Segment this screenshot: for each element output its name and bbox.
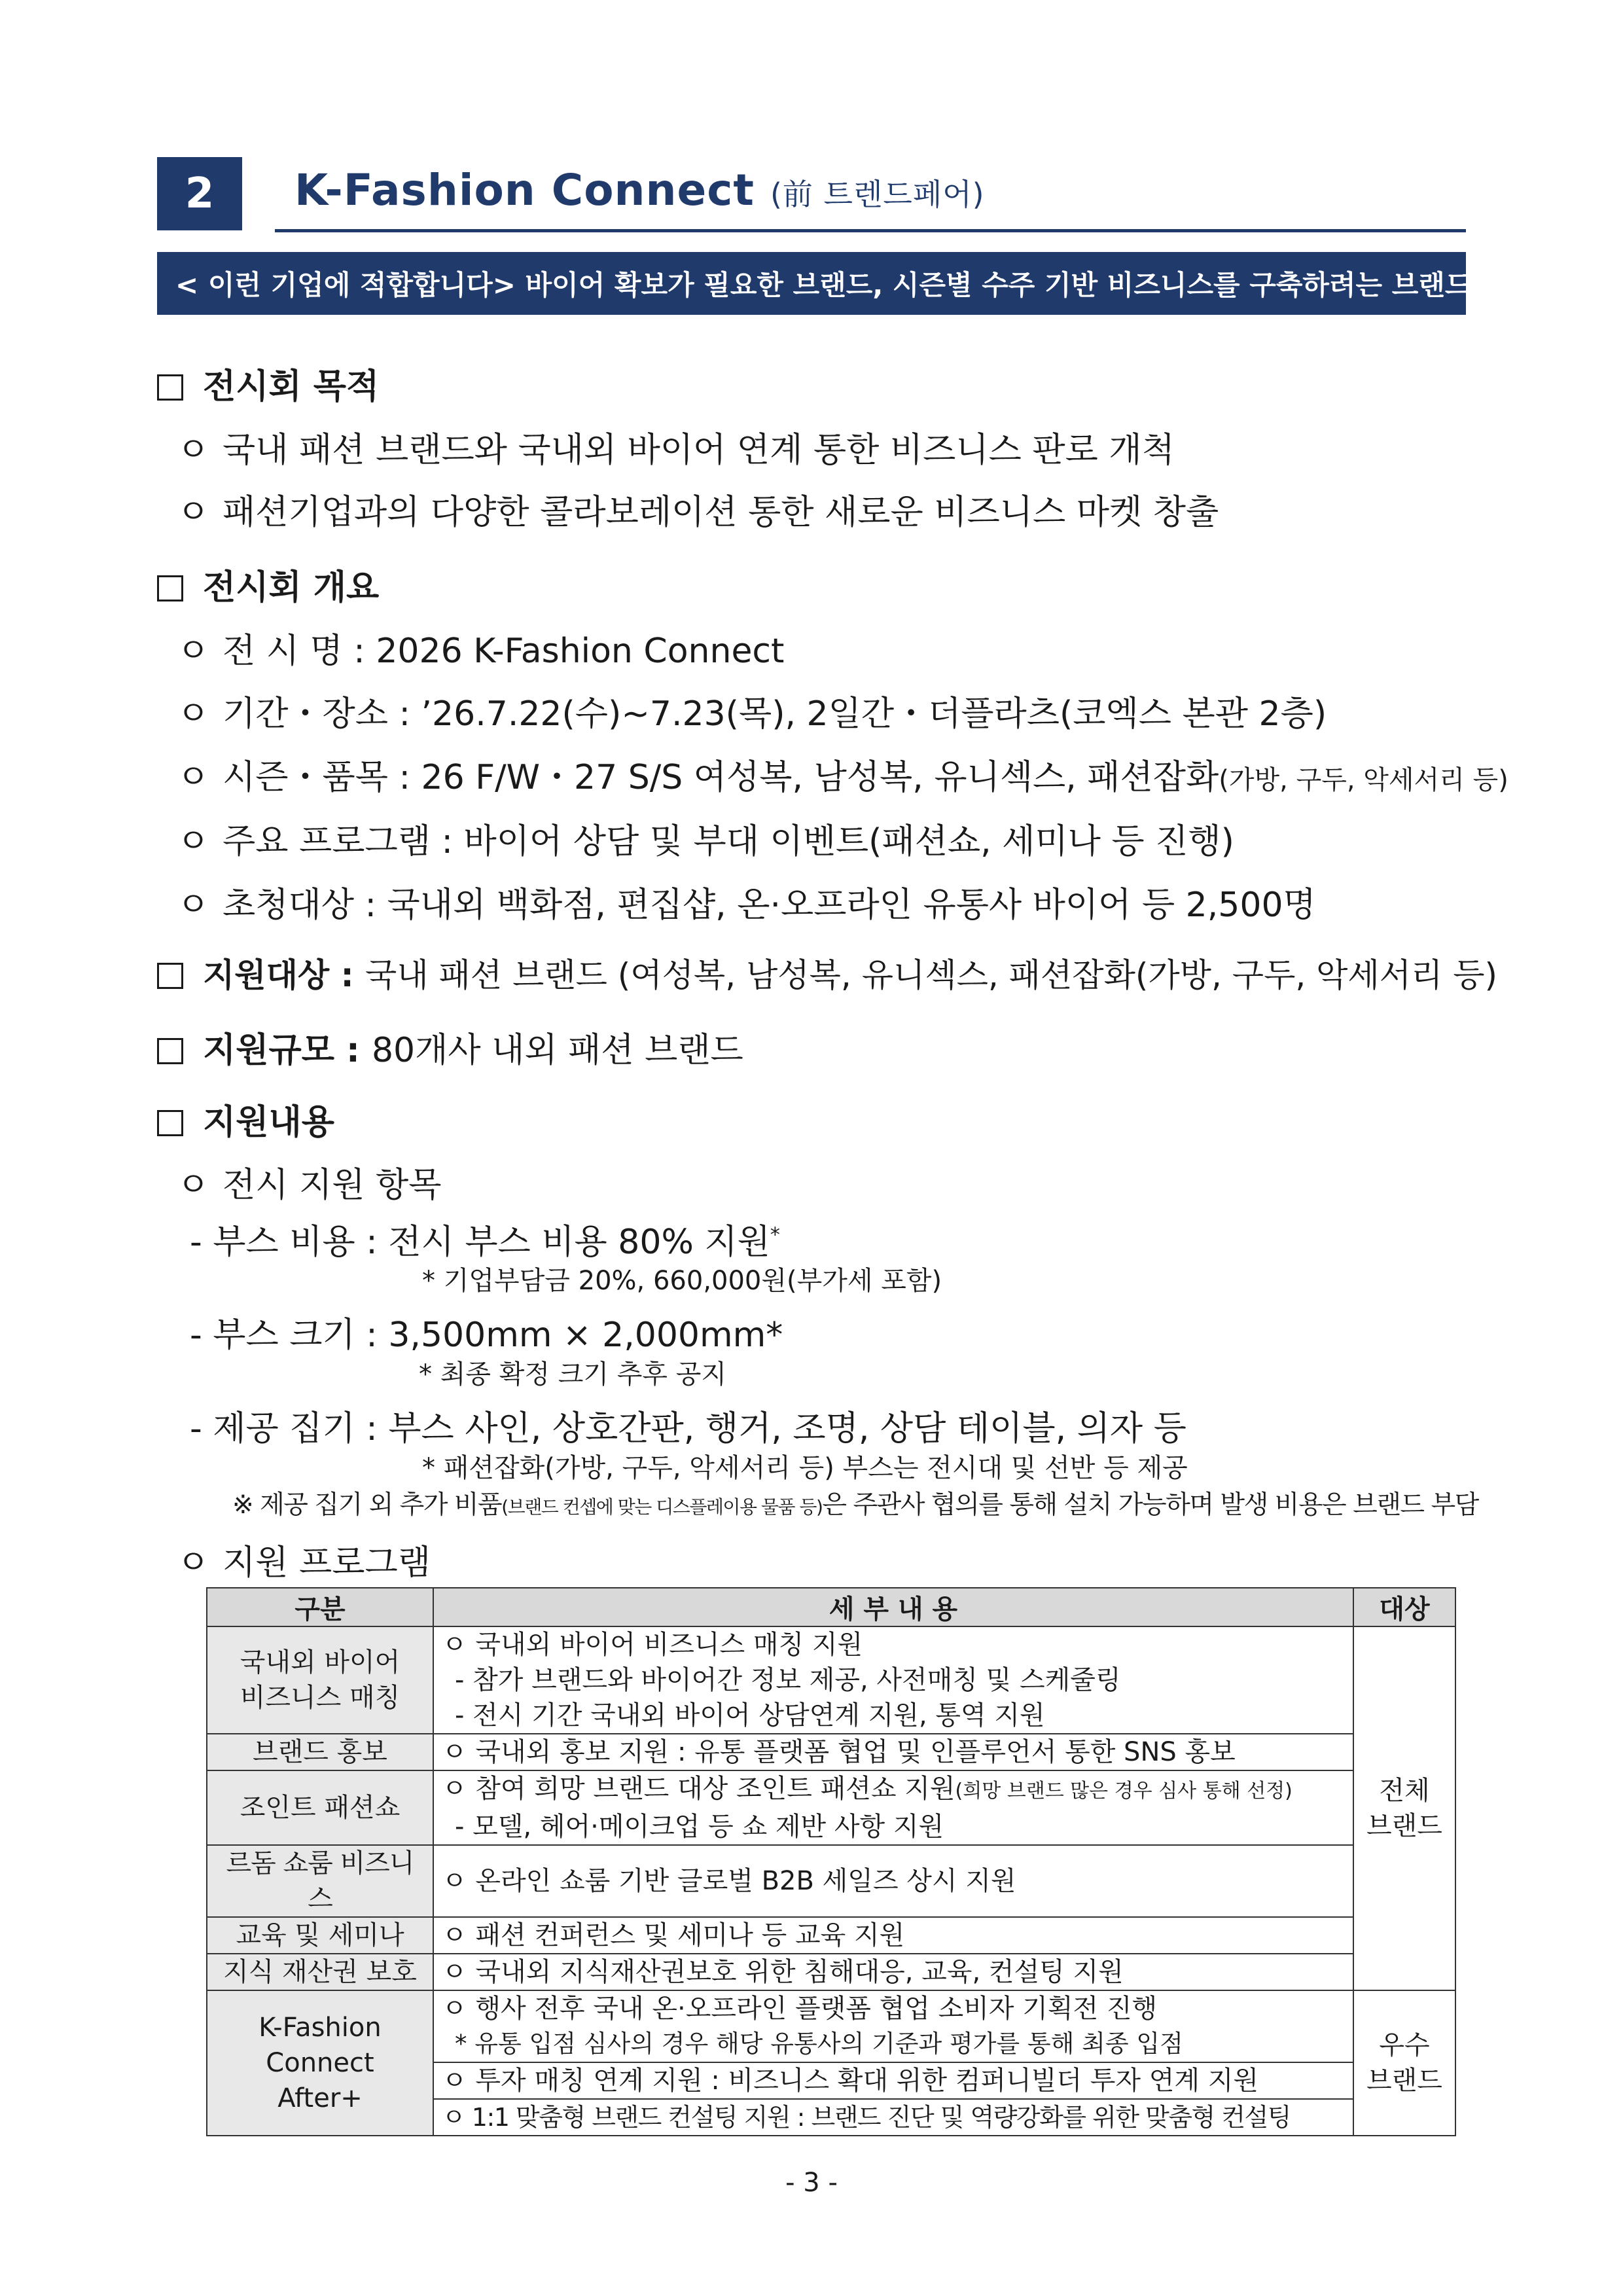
target-line: 브랜드 (1366, 1811, 1442, 1841)
scale-label: 지원규모 : (203, 1031, 360, 1070)
row-details-consulting: ㅇ 1:1 맞춤형 브랜드 컨설팅 지원 : 브랜드 진단 및 역량강화를 위한 맞춤형 컨설팅 (433, 2099, 1353, 2136)
target-label: 지원대상 : (203, 956, 354, 994)
purpose-item-1: ㅇ 국내 패션 브랜드와 국내외 바이어 연계 통한 비즈니스 판로 개척 (177, 431, 1175, 470)
table-row (207, 1845, 1455, 1917)
content-heading-text: 지원내용 (203, 1103, 334, 1142)
checkbox-square-icon (157, 1038, 183, 1064)
row-category-buyer-matching (207, 1626, 433, 1734)
provided-note: * 패션잡화(가방, 구두, 악세서리 등) 부스는 전시대 및 선반 등 제공 (422, 1453, 1188, 1483)
provided-items: - 제공 집기 : 부스 사인, 상호간판, 행거, 조명, 상담 테이블, 의자 등 (190, 1409, 1186, 1448)
row-details-showroom: ㅇ 온라인 쇼룸 기반 글로벌 B2B 세일즈 상시 지원 (433, 1845, 1353, 1917)
overview-season-small: (가방, 구두, 악세서리 등) (1219, 765, 1508, 795)
table-row (207, 1770, 1455, 1845)
page-number: - 3 - (785, 2168, 838, 2198)
checkbox-square-icon (157, 575, 183, 601)
overview-program: ㅇ 주요 프로그램 : 바이어 상담 및 부대 이벤트(패션쇼, 세미나 등 진행) (177, 822, 1234, 861)
row-details-education: ㅇ 패션 컨퍼런스 및 세미나 등 교육 지원 (433, 1917, 1353, 1954)
row-category-ip: 지식 재산권 보호 (207, 1954, 433, 1990)
purpose-heading-text: 전시회 목적 (203, 367, 380, 406)
suitability-banner: < 이런 기업에 적합합니다> 바이어 확보가 필요한 브랜드, 시즌별 수주 기반 비즈니스를 구축하려는 브랜드 (157, 252, 1466, 315)
table-row (207, 1917, 1455, 1954)
purpose-item-2-text: 패션기업과의 다양한 콜라보레이션 통한 새로운 비즈니스 마켓 창출 (223, 493, 1219, 532)
overview-heading-text: 전시회 개요 (203, 568, 380, 607)
booth-cost-note: * 기업부담금 20%, 660,000원(부가세 포함) (422, 1266, 942, 1296)
row-details-ip: ㅇ 국내외 지식재산권보호 위한 침해대응, 교육, 컨설팅 지원 (433, 1954, 1353, 1990)
exhibit-heading-text: 전시 지원 항목 (223, 1166, 442, 1205)
row-details-joint-show (433, 1770, 1353, 1845)
support-program-table (206, 1587, 1456, 2136)
detail-line (442, 1771, 1345, 1809)
row-category-education: 교육 및 세미나 (207, 1917, 433, 1954)
program-heading-text: 지원 프로그램 (223, 1543, 431, 1583)
row-details-consumer-exhibit (433, 1990, 1353, 2062)
overview-invite-text: 초청대상 : 국내외 백화점, 편집샵, 온·오프라인 유통사 바이어 등 2,500명 (223, 886, 1316, 925)
detail-line: ㅇ 행사 전후 국내 온·오프라인 플랫폼 협업 소비자 기획전 진행 (442, 1994, 1158, 2024)
section-title-text: K-Fashion Connect (294, 165, 755, 215)
scale-text: 80개사 내외 패션 브랜드 (371, 1031, 743, 1070)
checkbox-square-icon (157, 963, 183, 989)
content-heading (157, 1094, 334, 1143)
overview-name-text: 전 시 명 : 2026 K-Fashion Connect (223, 632, 785, 671)
table-header-row (207, 1588, 1455, 1626)
table-row (207, 1954, 1455, 1990)
booth-cost (190, 1214, 780, 1263)
cat-line: Connect (266, 2048, 374, 2078)
header-details: 세 부 내 용 (433, 1588, 1353, 1626)
section-rule (275, 229, 1466, 232)
extra-note-a: ※ 제공 집기 외 추가 비품 (232, 1490, 502, 1520)
cat-line: After+ (277, 2083, 363, 2113)
detail-line: * 유통 입점 심사의 경우 해당 유통사의 기준과 평가를 통해 최종 입점 (455, 2030, 1183, 2058)
exhibit-heading: ㅇ 전시 지원 항목 (177, 1166, 442, 1205)
overview-period: ㅇ 기간・장소 : ’26.7.22(수)~7.23(목), 2일간・더플라츠(코엑스 본관 2층) (177, 694, 1327, 734)
row-category-brand-promo: 브랜드 홍보 (207, 1734, 433, 1770)
booth-cost-mark: * (770, 1223, 780, 1247)
target-line: 브랜드 (1366, 2066, 1442, 2096)
target-all-brands (1353, 1626, 1455, 1990)
overview-period-text: 기간・장소 : ’26.7.22(수)~7.23(목), 2일간・더플라츠(코엑스 본관 2층) (223, 694, 1327, 734)
target-line: 우수 (1379, 2030, 1430, 2060)
detail-line: - 모델, 헤어·메이크업 등 쇼 제반 사항 지원 (455, 1812, 944, 1842)
checkbox-square-icon (157, 1110, 183, 1136)
row-details-investment: ㅇ 투자 매칭 연계 지원 : 비즈니스 확대 위한 컴퍼니빌더 투자 연계 지원 (433, 2062, 1353, 2099)
row-category-joint-show: 조인트 패션쇼 (207, 1770, 433, 1845)
scale-line (157, 1022, 743, 1071)
booth-size-note: * 최종 확정 크기 추후 공지 (419, 1359, 726, 1390)
program-heading: ㅇ 지원 프로그램 (177, 1543, 431, 1583)
overview-invite: ㅇ 초청대상 : 국내외 백화점, 편집샵, 온·오프라인 유통사 바이어 등 2,500명 (177, 886, 1316, 925)
cat-line: K-Fashion (259, 2013, 382, 2043)
row-details-buyer-matching (433, 1626, 1353, 1734)
target-text: 국내 패션 브랜드 (여성복, 남성복, 유니섹스, 패션잡화(가방, 구두, 악세서리 등) (365, 956, 1498, 994)
purpose-item-2: ㅇ 패션기업과의 다양한 콜라보레이션 통한 새로운 비즈니스 마켓 창출 (177, 493, 1219, 532)
overview-season: ㅇ 시즌・품목 : 26 F/W・27 S/S 여성복, 남성복, 유니섹스, 패션잡화(가방, 구두, 악세서리 등) (177, 758, 1508, 797)
overview-heading (157, 560, 379, 609)
detail-line: - 전시 기간 국내외 바이어 상담연계 지원, 통역 지원 (455, 1700, 1045, 1731)
header-category: 구분 (207, 1588, 433, 1626)
table-row (207, 1734, 1455, 1770)
target-line (157, 949, 1497, 996)
detail-small: (희망 브랜드 많은 경우 심사 통해 선정) (955, 1780, 1293, 1803)
section-title (294, 165, 985, 215)
cat-line: 국내외 바이어 (240, 1647, 401, 1677)
header-target: 대상 (1353, 1588, 1455, 1626)
checkbox-square-icon (157, 374, 183, 401)
purpose-item-1-text: 국내 패션 브랜드와 국내외 바이어 연계 통한 비즈니스 판로 개척 (223, 431, 1175, 470)
target-line: 전체 (1379, 1776, 1430, 1806)
cat-line: 비즈니스 매칭 (240, 1683, 401, 1713)
overview-program-text: 주요 프로그램 : 바이어 상담 및 부대 이벤트(패션쇼, 세미나 등 진행) (223, 822, 1234, 861)
detail-text: ㅇ 참여 희망 브랜드 대상 조인트 패션쇼 지원 (442, 1774, 955, 1804)
booth-size: - 부스 크기 : 3,500mm × 2,000mm* (190, 1316, 783, 1355)
table-row (207, 1990, 1455, 2062)
extra-items-note (232, 1484, 1478, 1521)
overview-name: ㅇ 전 시 명 : 2026 K-Fashion Connect (177, 632, 785, 671)
row-details-brand-promo: ㅇ 국내외 홍보 지원 : 유통 플랫폼 협업 및 인플루언서 통한 SNS 홍보 (433, 1734, 1353, 1770)
extra-note-b: (브랜드 컨셉에 맞는 디스플레이용 물품 등) (501, 1496, 823, 1518)
row-category-after-plus (207, 1990, 433, 2136)
section-number: 2 (157, 157, 242, 230)
detail-line: - 참가 브랜드와 바이어간 정보 제공, 사전매칭 및 스케줄링 (455, 1665, 1121, 1695)
booth-cost-text: - 부스 비용 : 전시 부스 비용 80% 지원 (190, 1223, 770, 1262)
section-title-prefix: (前 트렌드페어) (770, 177, 985, 212)
extra-note-c: 은 주관사 협의를 통해 설치 가능하며 발생 비용은 브랜드 부담 (822, 1490, 1478, 1520)
detail-line: ㅇ 국내외 바이어 비즈니스 매칭 지원 (442, 1630, 863, 1660)
target-top-brands (1353, 1990, 1455, 2136)
row-category-showroom: 르돔 쇼룸 비즈니스 (207, 1845, 433, 1917)
overview-season-text: 시즌・품목 : 26 F/W・27 S/S 여성복, 남성복, 유니섹스, 패션잡화 (223, 758, 1219, 797)
table-row (207, 1626, 1455, 1734)
purpose-heading (157, 359, 379, 408)
